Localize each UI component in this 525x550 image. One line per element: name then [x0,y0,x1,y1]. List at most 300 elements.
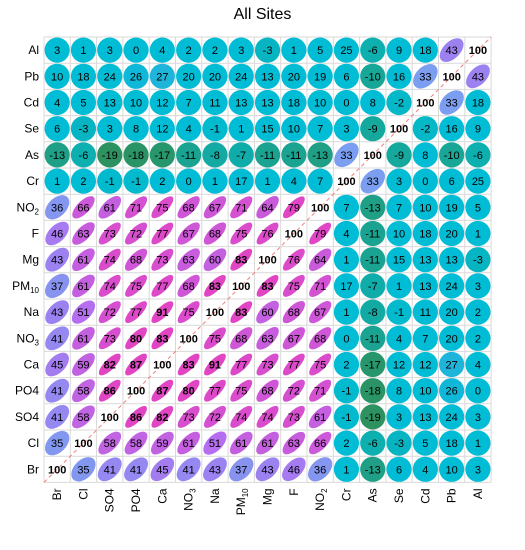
cell-value-label: 73 [156,254,169,267]
cell-value-label: 73 [182,411,195,424]
cell-value-label: 10 [392,228,406,241]
cell-value-label: 33 [366,176,379,189]
cell-value-label: 91 [156,307,169,320]
cell-value-label: 100 [205,307,225,320]
cell-value-label: 26 [445,385,458,398]
cell-value-label: 37 [51,280,64,293]
cell-value-label: 1 [54,176,61,189]
cell-value-label: 77 [156,228,169,241]
cell-value-label: 35 [77,464,90,477]
cell-value-label: 18 [419,228,432,241]
cell-value-label: 10 [314,97,327,110]
cell-value-label: 3 [106,45,113,58]
cell-value-label: 68 [182,202,195,215]
cell-value-label: 36 [314,464,327,477]
cell-value-label: 75 [156,202,169,215]
cell-value-label: 58 [129,438,143,451]
cell-value-label: 0 [474,385,482,398]
cell-value-label: 4 [159,45,166,58]
cell-value-label: 45 [156,464,169,477]
cell-value-label: 18 [471,97,485,110]
cell-value-label: 64 [261,202,274,215]
cell-value-label: 51 [77,307,90,320]
cell-value-label: 11 [209,97,221,110]
cell-value-label: 12 [392,359,406,372]
cell-value-label: 3 [474,280,482,293]
cells [39,32,495,487]
cell-value-label: 61 [103,202,116,215]
cell-value-label: 7 [343,202,350,215]
cell-value-label: 4 [395,333,403,346]
cell-value-label: -13 [364,202,381,215]
cell-value-label: -11 [181,149,197,162]
cell-value-label: 4 [422,464,429,477]
x-tick-label: Na [207,488,222,504]
cell-value-label: 100 [179,333,198,346]
cell-value-label: 67 [314,307,327,320]
cell-value-label: 66 [314,438,327,451]
cell-value-label: 100 [284,228,304,241]
cell-value-label: 3 [106,123,113,136]
cell-value-label: 3 [238,45,245,58]
cell-value-label: 6 [448,176,455,189]
cell-value-label: 61 [261,438,274,451]
y-tick-label: Ca [23,357,39,372]
cell-value-label: 0 [132,45,140,58]
y-tick-label: Mg [22,252,39,267]
cell-value-label: 1 [238,123,245,136]
y-tick-label: As [24,147,39,162]
cell-value-label: 43 [471,71,485,84]
cell-value-label: 75 [182,307,195,320]
cell-value-label: 12 [419,359,432,372]
cell-value-label: 9 [395,45,403,58]
cell-value-label: 63 [287,438,300,451]
cell-value-label: 77 [156,280,169,293]
cell-value-label: 7 [317,123,324,136]
cell-value-label: 17 [235,176,248,189]
cell-value-label: -7 [367,280,378,293]
cell-value-label: 83 [235,307,248,320]
cell-value-label: 68 [314,333,327,346]
cell-value-label: 67 [182,228,195,241]
cell-value-label: 13 [261,71,274,84]
cell-value-label: 19 [314,71,327,84]
cell-value-label: -3 [394,438,404,451]
cell-value-label: -8 [210,149,220,162]
x-tick-label: Al [470,488,485,500]
x-tick-label: As [365,488,380,503]
cell-value-label: 7 [185,97,192,110]
cell-value-label: 58 [77,385,90,398]
cell-value-label: 1 [290,45,297,58]
cell-value-label: 71 [129,202,143,215]
cell-value-label: 100 [389,123,409,136]
cell-value-label: 7 [395,202,403,215]
cell-value-label: 24 [235,71,248,84]
cell-value-label: 18 [445,438,458,451]
cell-value-label: 73 [287,411,300,424]
cell-value-label: 16 [392,71,406,84]
cell-value-label: 1 [80,45,87,58]
cell-value-label: 3 [343,123,350,136]
cell-value-label: 71 [314,280,327,293]
cell-value-label: 26 [129,71,143,84]
cell-value-label: 80 [129,333,143,346]
cell-value-label: -11 [365,254,381,267]
cell-value-label: 3 [474,411,482,424]
cell-value-label: 13 [261,97,274,110]
cell-value-label: 20 [182,71,195,84]
cell-value-label: 5 [474,202,482,215]
cell-value-label: 43 [51,307,64,320]
cell-value-label: -10 [443,149,460,162]
cell-value-label: 0 [185,176,192,189]
cell-value-label: 13 [235,97,248,110]
cell-value-label: 2 [343,359,350,372]
cell-value-label: 20 [445,228,458,241]
cell-value-label: 100 [337,176,356,189]
cell-value-label: 74 [103,254,116,267]
x-tick-label: Cr [339,488,354,502]
cell-value-label: 64 [314,254,327,267]
cell-value-label: 46 [51,228,64,241]
cell-value-label: 41 [103,464,116,477]
cell-value-label: -1 [394,307,404,320]
y-tick-label: Al [28,43,39,58]
cell-value-label: 5 [422,438,429,451]
cell-value-label: -1 [341,385,352,398]
cell-value-label: -3 [473,254,483,267]
cell-value-label: -1 [210,123,220,136]
cell-value-label: 2 [474,333,482,346]
cell-value-label: 59 [77,359,90,372]
cell-value-label: 24 [103,71,116,84]
cell-value-label: -18 [364,385,381,398]
cell-value-label: 4 [343,228,350,241]
cell-value-label: 61 [235,438,248,451]
cell-value-label: 100 [153,359,172,372]
cell-value-label: 68 [287,307,300,320]
cell-value-label: 20 [445,307,458,320]
cell-value-label: 8 [395,385,403,398]
cell-value-label: -11 [260,149,276,162]
cell-value-label: 100 [416,97,435,110]
cell-value-label: 76 [261,228,274,241]
cell-value-label: -7 [236,149,247,162]
cell-value-label: 100 [232,280,251,293]
cell-value-label: 76 [287,254,300,267]
cell-value-label: -19 [101,149,118,162]
cell-value-label: 10 [287,123,300,136]
cell-value-label: -11 [286,149,302,162]
cell-value-label: 1 [474,438,482,451]
cell-value-label: 100 [258,254,277,267]
y-tick-label: PO4 [14,383,39,398]
cell-value-label: 10 [51,71,64,84]
cell-value-label: 83 [182,359,195,372]
cell-value-label: 1 [343,307,350,320]
cell-value-label: 13 [419,254,432,267]
cell-value-label: 11 [419,307,432,320]
y-axis-labels [12,43,39,476]
cell-value-label: 75 [314,359,327,372]
cell-value-label: 2 [474,307,482,320]
cell-value-label: 73 [103,228,116,241]
cell-value-label: -17 [154,149,171,162]
cell-value-label: 25 [471,176,485,189]
cell-value-label: 68 [182,280,195,293]
cell-value-label: 1 [343,464,350,477]
cell-value-label: -10 [364,71,381,84]
cell-value-label: 1 [211,176,219,189]
cell-value-label: 5 [317,45,324,58]
x-tick-label: $NO_3$ [181,488,198,511]
cell-value-label: 33 [445,97,458,110]
cell-value-label: 86 [103,385,116,398]
y-tick-label: Cd [23,95,39,110]
cell-value-label: 60 [208,254,222,267]
cell-value-label: 91 [208,359,222,372]
cell-value-label: -8 [367,307,378,320]
cell-value-label: -1 [131,176,141,189]
cell-value-label: 100 [47,464,67,477]
cell-value-label: 68 [235,333,248,346]
cell-value-label: 43 [208,464,222,477]
cell-value-label: 15 [261,123,274,136]
cell-value-label: 24 [445,280,458,293]
y-tick-label: Pb [24,69,39,84]
cell-value-label: 67 [208,202,222,215]
cell-value-label: 59 [156,438,169,451]
cell-value-label: 73 [103,333,116,346]
cell-value-label: 18 [287,97,300,110]
cell-value-label: 73 [261,359,274,372]
cell-value-label: 74 [261,411,274,424]
cell-value-label: 5 [80,97,87,110]
x-tick-label: SO4 [102,488,117,513]
cell-value-label: 7 [422,333,429,346]
cell-value-label: 79 [314,228,327,241]
cell-value-label: 74 [235,411,248,424]
cell-value-label: 68 [129,254,143,267]
cell-value-label: 41 [51,385,64,398]
x-tick-label: Se [392,488,407,504]
cell-value-label: 41 [51,333,64,346]
cell-value-label: 10 [419,385,432,398]
cell-value-label: 77 [235,359,248,372]
y-tick-label: $NO_3$ [16,331,39,348]
cell-value-label: 17 [340,280,353,293]
cell-value-label: 100 [74,438,93,451]
cell-value-label: 100 [126,385,146,398]
cell-value-label: 87 [129,359,143,372]
cell-value-label: -2 [394,97,404,110]
cell-value-label: 3 [474,464,482,477]
cell-value-label: -6 [78,149,89,162]
cell-value-label: -18 [128,149,145,162]
x-tick-label: F [286,488,301,496]
x-tick-label: Cd [418,488,433,504]
cell-value-label: 41 [182,464,195,477]
cell-value-label: 68 [261,385,274,398]
cell-value-label: 43 [261,464,274,477]
cell-value-label: 61 [314,411,327,424]
cell-value-label: 8 [369,97,376,110]
cell-value-label: 61 [77,280,90,293]
x-tick-label: Ca [155,488,170,504]
cell-value-label: -13 [49,149,66,162]
cell-value-label: -13 [312,149,329,162]
cell-value-label: 72 [208,411,222,424]
y-tick-label: Cl [27,436,39,451]
cell-value-label: 8 [422,149,429,162]
cell-value-label: 6 [54,123,61,136]
cell-value-label: 60 [261,307,274,320]
cell-value-label: 86 [129,411,143,424]
cell-value-label: -1 [104,176,115,189]
cell-value-label: 72 [129,228,143,241]
cell-value-label: 67 [287,333,300,346]
cell-value-label: 71 [314,385,327,398]
cell-value-label: 6 [395,464,403,477]
x-tick-label: $PM_{10}$ [234,488,251,516]
cell-value-label: 41 [51,411,64,424]
cell-value-label: 13 [419,411,432,424]
cell-value-label: 1 [343,254,350,267]
cell-value-label: 0 [422,176,429,189]
cell-value-label: 13 [103,97,116,110]
cell-value-label: 43 [51,254,64,267]
cell-value-label: 3 [395,411,403,424]
y-tick-label: SO4 [14,409,39,424]
cell-value-label: 72 [287,385,300,398]
cell-value-label: 80 [182,385,195,398]
cell-value-label: 9 [474,123,482,136]
cell-value-label: 51 [208,438,222,451]
cell-value-label: 27 [156,71,169,84]
cell-value-label: 4 [290,176,297,189]
cell-value-label: 63 [77,228,90,241]
y-tick-label: Na [23,305,39,320]
cell-value-label: 18 [419,45,432,58]
cell-value-label: 4 [54,97,61,110]
cell-value-label: 10 [445,464,458,477]
x-tick-label: Br [50,488,65,501]
x-tick-label: Cl [76,488,91,500]
cell-value-label: 19 [445,202,458,215]
cell-value-label: 20 [208,71,222,84]
cell-value-label: -1 [341,411,352,424]
cell-value-label: 87 [156,385,169,398]
cell-value-label: 83 [156,333,169,346]
cell-value-label: 0 [343,97,350,110]
cell-value-label: 2 [80,176,87,189]
x-tick-label: $NO_2$ [313,488,330,511]
y-tick-label: Br [27,462,39,477]
y-tick-label: $PM_{10}$ [12,278,39,295]
cell-value-label: -13 [364,464,381,477]
cell-value-label: 16 [445,123,458,136]
cell-value-label: 79 [287,202,300,215]
cell-value-label: 72 [103,307,116,320]
cell-value-label: -3 [78,123,89,136]
cell-value-label: 61 [77,254,90,267]
cell-value-label: -6 [367,45,378,58]
cell-value-label: 75 [129,280,143,293]
cell-value-label: 8 [132,123,140,136]
cell-value-label: 100 [442,71,461,84]
cell-value-label: 10 [419,202,432,215]
cell-value-label: 18 [77,71,90,84]
cell-value-label: 3 [395,176,403,189]
cell-value-label: 3 [54,45,61,58]
cell-value-label: 4 [185,123,192,136]
cell-value-label: 33 [419,71,432,84]
cell-value-label: 82 [156,411,169,424]
cell-value-label: 83 [208,280,222,293]
y-tick-label: $NO_2$ [16,200,39,217]
cell-value-label: 2 [185,45,192,58]
cell-value-label: 82 [103,359,116,372]
cell-value-label: 24 [445,411,458,424]
cell-value-label: 43 [445,45,458,58]
cell-value-label: 37 [235,464,248,477]
cell-value-label: -3 [262,45,273,58]
cell-value-label: 58 [77,411,90,424]
cell-value-label: 83 [235,254,248,267]
cell-value-label: 77 [129,307,143,320]
cell-value-label: 25 [340,45,353,58]
cell-value-label: 4 [474,359,482,372]
cell-value-label: 66 [77,202,90,215]
y-tick-label: Se [24,121,39,136]
cell-value-label: -19 [364,411,381,424]
cell-value-label: 15 [392,254,406,267]
cell-value-label: -11 [365,333,381,346]
cell-value-label: 45 [51,359,64,372]
y-tick-label: F [31,226,39,241]
cell-value-label: 74 [103,280,116,293]
cell-value-label: 7 [317,176,324,189]
cell-value-label: 35 [51,438,64,451]
cell-value-label: 77 [287,359,300,372]
cell-value-label: 1 [264,176,271,189]
cell-value-label: 1 [395,280,403,293]
cell-value-label: 27 [445,359,458,372]
cell-value-label: 36 [51,202,64,215]
cell-value-label: -9 [394,149,404,162]
cell-value-label: 41 [129,464,143,477]
x-tick-label: Pb [444,488,459,504]
cell-value-label: 33 [340,149,353,162]
cell-value-label: 100 [468,45,488,58]
chart-title: All Sites [233,6,292,23]
cell-value-label: 75 [235,385,248,398]
y-tick-label: Cr [26,174,39,189]
cell-value-label: 61 [77,333,90,346]
x-tick-label: PO4 [129,488,144,513]
cell-value-label: 20 [445,333,458,346]
cell-value-label: 13 [445,254,458,267]
cell-value-label: 61 [182,438,195,451]
cell-value-label: 75 [208,333,222,346]
cell-value-label: -6 [367,438,378,451]
cell-value-label: 100 [310,202,330,215]
cell-value-label: 1 [474,228,482,241]
cell-value-label: 75 [287,280,300,293]
cell-value-label: 2 [159,176,166,189]
